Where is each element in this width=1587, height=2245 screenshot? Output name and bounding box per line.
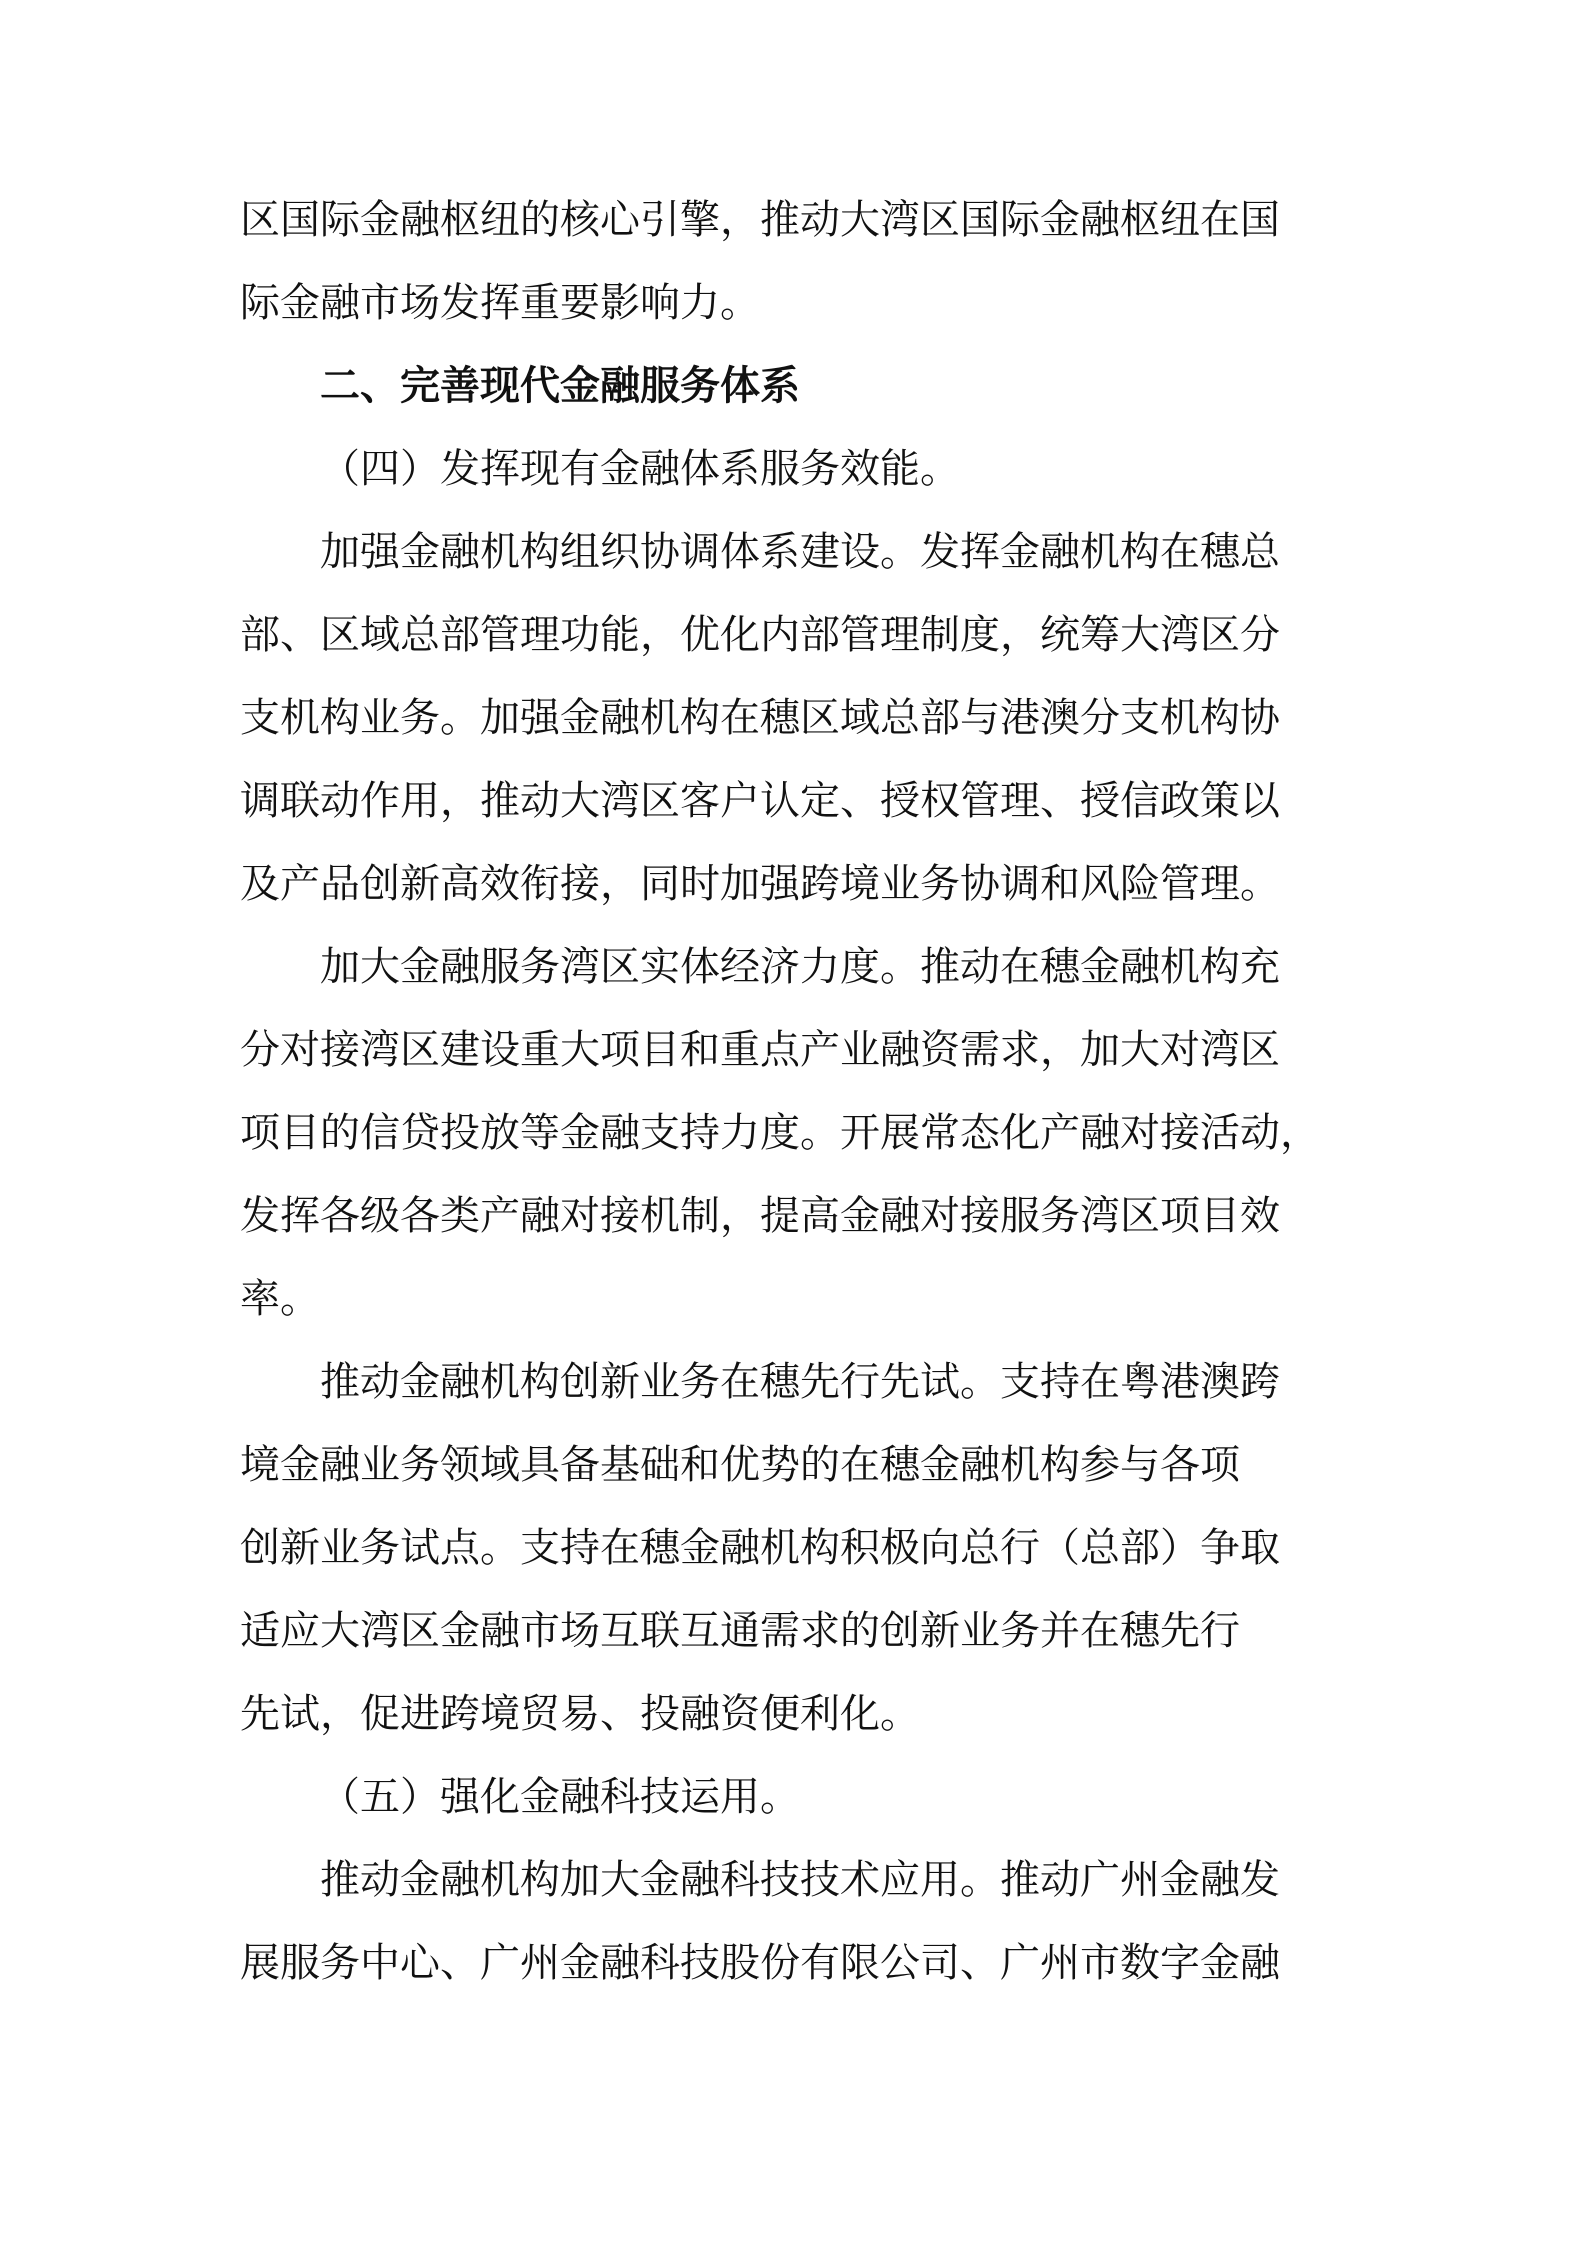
paragraph-2-line-5: 率。 <box>240 1276 320 1322</box>
section-heading: 二、完善现代金融服务体系 <box>320 363 800 409</box>
paragraph-3-line-5: 先试，促进跨境贸易、投融资便利化。 <box>240 1691 920 1737</box>
paragraph-4-line-1: 推动金融机构加大金融科技技术应用。推动广州金融发 <box>320 1857 1280 1903</box>
subsection-heading-4: （四）发挥现有金融体系服务效能。 <box>320 446 960 492</box>
text-line-2: 际金融市场发挥重要影响力。 <box>240 280 760 326</box>
paragraph-3-line-3: 创新业务试点。支持在穗金融机构积极向总行（总部）争取 <box>240 1525 1280 1571</box>
paragraph-1-line-3: 支机构业务。加强金融机构在穗区域总部与港澳分支机构协 <box>240 695 1280 741</box>
paragraph-2-line-1: 加大金融服务湾区实体经济力度。推动在穗金融机构充 <box>320 944 1280 990</box>
paragraph-1-line-1: 加强金融机构组织协调体系建设。发挥金融机构在穗总 <box>320 529 1280 575</box>
text-line-1: 区国际金融枢纽的核心引擎，推动大湾区国际金融枢纽在国 <box>240 197 1280 243</box>
paragraph-3-line-1: 推动金融机构创新业务在穗先行先试。支持在粤港澳跨 <box>320 1359 1280 1405</box>
paragraph-1-line-4: 调联动作用，推动大湾区客户认定、授权管理、授信政策以 <box>240 778 1280 824</box>
paragraph-2-line-3: 项目的信贷投放等金融支持力度。开展常态化产融对接活动， <box>240 1110 1320 1156</box>
paragraph-3-line-2: 境金融业务领域具备基础和优势的在穗金融机构参与各项 <box>240 1442 1240 1488</box>
paragraph-3-line-4: 适应大湾区金融市场互联互通需求的创新业务并在穗先行 <box>240 1608 1240 1654</box>
paragraph-2-line-2: 分对接湾区建设重大项目和重点产业融资需求，加大对湾区 <box>240 1027 1280 1073</box>
paragraph-1-line-5: 及产品创新高效衔接，同时加强跨境业务协调和风险管理。 <box>240 861 1280 907</box>
paragraph-4-line-2: 展服务中心、广州金融科技股份有限公司、广州市数字金融 <box>240 1940 1280 1986</box>
paragraph-1-line-2: 部、区域总部管理功能，优化内部管理制度，统筹大湾区分 <box>240 612 1280 658</box>
subsection-heading-5: （五）强化金融科技运用。 <box>320 1774 800 1820</box>
paragraph-2-line-4: 发挥各级各类产融对接机制，提高金融对接服务湾区项目效 <box>240 1193 1280 1239</box>
